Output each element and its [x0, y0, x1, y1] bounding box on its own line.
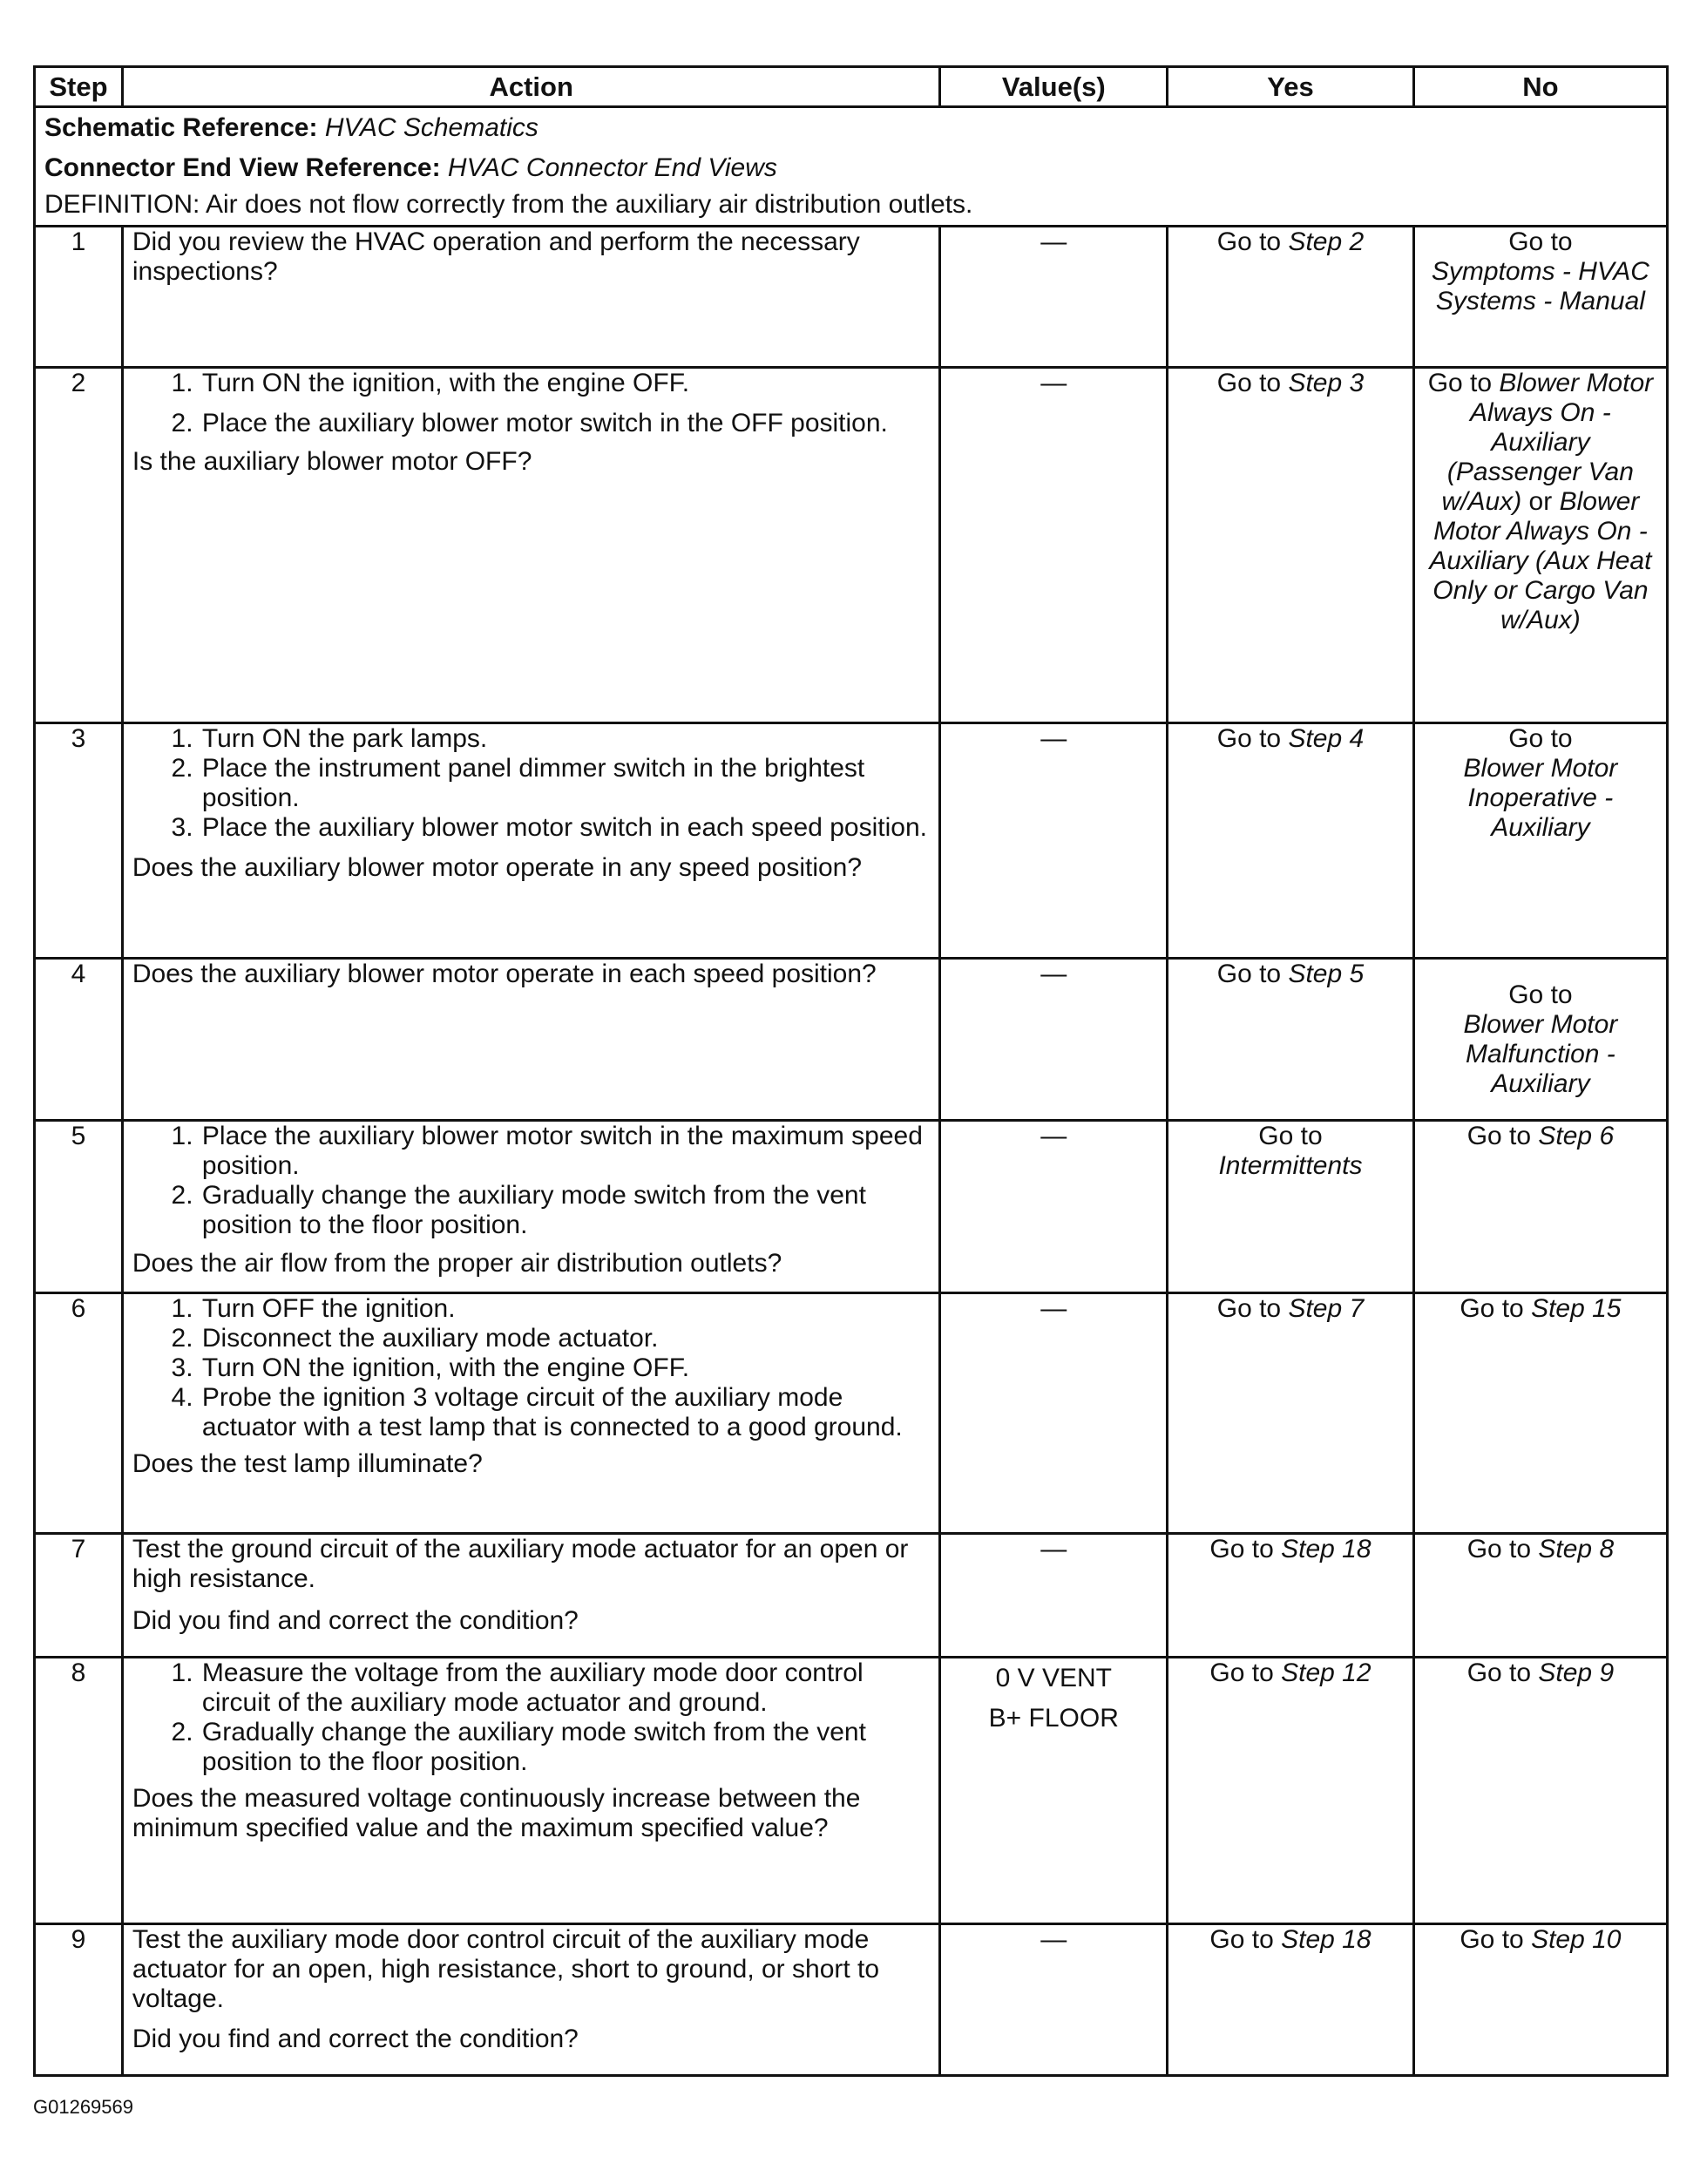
table-row — [35, 1534, 1668, 1658]
table-row — [35, 1658, 1668, 1924]
procedure-list — [132, 1658, 931, 1777]
step-link[interactable]: Step 2 — [1288, 227, 1365, 256]
value-cell: — — [940, 723, 1168, 959]
no-cell: Go to Step 15 — [1413, 1293, 1667, 1534]
list-item: 2. Gradually change the auxiliary mode switch from the vent position to the floor position. — [200, 1181, 931, 1240]
list-item: 1. Turn OFF the ignition. — [200, 1294, 931, 1324]
yes-cell: Go to Step 18 — [1168, 1924, 1414, 2076]
procedure-list — [132, 1294, 931, 1442]
yes-cell: Go to Step 2 — [1168, 227, 1414, 368]
action-cell — [122, 723, 940, 959]
no-cell: Go to Step 9 — [1413, 1658, 1667, 1924]
header-no: No — [1413, 67, 1667, 107]
step-link[interactable]: Step 12 — [1281, 1658, 1372, 1687]
instruction: Test the auxiliary mode door control circuit of the auxiliary mode actuator for an open, high resistance, short to ground, or short to voltage. — [132, 1925, 880, 2013]
procedure-link[interactable]: Blower Motor Inoperative - Auxiliary — [1463, 754, 1618, 842]
table-row — [35, 959, 1668, 1121]
value-max: B+ FLOOR — [988, 1704, 1119, 1733]
list-item: 1. Turn ON the park lamps. — [200, 724, 931, 754]
action-cell — [122, 1534, 940, 1658]
table-row — [35, 368, 1668, 723]
step-number: 1 — [35, 227, 123, 368]
value-cell: — — [940, 368, 1168, 723]
no-cell: Go to Blower Motor Malfunction - Auxiliary — [1413, 959, 1667, 1121]
step-number: 9 — [35, 1924, 123, 2076]
step-number: 7 — [35, 1534, 123, 1658]
figure-reference: G01269569 — [33, 2096, 133, 2118]
no-cell: Go to Symptoms - HVAC Systems - Manual — [1413, 227, 1667, 368]
header-row — [35, 67, 1668, 107]
question: Does the auxiliary blower motor operate in each speed position? — [132, 960, 877, 988]
action-cell — [122, 368, 940, 723]
list-item: 1. Place the auxiliary blower motor switch in the maximum speed position. — [200, 1122, 931, 1181]
header-values: Value(s) — [940, 67, 1168, 107]
step-link[interactable]: Step 5 — [1288, 960, 1365, 988]
list-item: 1. Measure the voltage from the auxiliary mode door control circuit of the auxiliary mode actuator and ground. — [200, 1658, 931, 1718]
action-cell — [122, 1293, 940, 1534]
yes-cell: Go to Step 7 — [1168, 1293, 1414, 1534]
value-cell: — — [940, 1534, 1168, 1658]
step-number: 4 — [35, 959, 123, 1121]
step-link[interactable]: Step 9 — [1538, 1658, 1615, 1687]
question: Does the test lamp illuminate? — [132, 1449, 483, 1478]
value-cell: — — [940, 227, 1168, 368]
table-row — [35, 1924, 1668, 2076]
step-link[interactable]: Step 8 — [1538, 1535, 1615, 1563]
procedure-link[interactable]: Blower Motor Always On - Auxiliary (Passenger Van w/Aux) — [1441, 369, 1654, 516]
list-item: 2. Place the instrument panel dimmer switch in the brightest position. — [200, 754, 931, 813]
list-item: 4. Probe the ignition 3 voltage circuit of the auxiliary mode actuator with a test lamp that is connected to a good ground. — [200, 1383, 931, 1442]
question: Did you find and correct the condition? — [132, 1606, 579, 1635]
step-link[interactable]: Step 10 — [1531, 1925, 1622, 1954]
yes-cell: Go to Step 4 — [1168, 723, 1414, 959]
schematic-reference: Schematic Reference: HVAC Schematics — [44, 113, 538, 142]
yes-cell: Go to Step 3 — [1168, 368, 1414, 723]
question: Does the air flow from the proper air distribution outlets? — [132, 1249, 782, 1278]
action-cell — [122, 1121, 940, 1293]
step-number: 2 — [35, 368, 123, 723]
yes-cell: Go to Step 5 — [1168, 959, 1414, 1121]
value-cell: — — [940, 1121, 1168, 1293]
yes-cell: Go to Intermittents — [1168, 1121, 1414, 1293]
info-cell — [35, 107, 1668, 227]
question: Did you find and correct the condition? — [132, 2025, 579, 2053]
connector-reference: Connector End View Reference: HVAC Connector End Views — [44, 153, 777, 182]
step-link[interactable]: Step 18 — [1281, 1925, 1372, 1954]
table-row — [35, 1293, 1668, 1534]
header-step: Step — [35, 67, 123, 107]
step-link[interactable]: Step 4 — [1288, 724, 1365, 753]
value-min: 0 V VENT — [995, 1664, 1112, 1692]
step-link[interactable]: Step 18 — [1281, 1535, 1372, 1563]
action-cell — [122, 1924, 940, 2076]
no-cell: Go to Step 8 — [1413, 1534, 1667, 1658]
step-link[interactable]: Step 6 — [1538, 1122, 1615, 1150]
no-cell: Go to Blower Motor Inoperative - Auxiliary — [1413, 723, 1667, 959]
table-row — [35, 1121, 1668, 1293]
question: Is the auxiliary blower motor OFF? — [132, 447, 532, 476]
no-cell: Go to Blower Motor Always On - Auxiliary (Passenger Van w/Aux) or Blower Motor Always On - Auxiliary (Aux Heat Only or Cargo Van w/Aux) — [1413, 368, 1667, 723]
yes-cell: Go to Step 18 — [1168, 1534, 1414, 1658]
diagnostic-table — [33, 65, 1669, 2077]
list-item: 2. Disconnect the auxiliary mode actuator. — [200, 1324, 931, 1353]
definition: DEFINITION: Air does not flow correctly from the auxiliary air distribution outlets. — [44, 190, 973, 219]
no-cell: Go to Step 10 — [1413, 1924, 1667, 2076]
list-item: 2. Gradually change the auxiliary mode switch from the vent position to the floor position. — [200, 1718, 931, 1777]
procedure-link[interactable]: Symptoms - HVAC Systems - Manual — [1431, 257, 1649, 315]
step-link[interactable]: Step 7 — [1288, 1294, 1365, 1323]
no-cell: Go to Step 6 — [1413, 1121, 1667, 1293]
table-row — [35, 723, 1668, 959]
value-cell — [940, 1658, 1168, 1924]
procedure-list — [132, 369, 931, 438]
yes-cell: Go to Step 12 — [1168, 1658, 1414, 1924]
info-row — [35, 107, 1668, 227]
action-cell — [122, 227, 940, 368]
step-link[interactable]: Step 15 — [1531, 1294, 1622, 1323]
procedure-link[interactable]: Intermittents — [1218, 1151, 1363, 1180]
value-cell: — — [940, 959, 1168, 1121]
question: Does the auxiliary blower motor operate in any speed position? — [132, 853, 863, 882]
step-number: 3 — [35, 723, 123, 959]
question: Did you review the HVAC operation and perform the necessary inspections? — [132, 227, 860, 286]
procedure-list — [132, 724, 931, 843]
header-action: Action — [122, 67, 940, 107]
list-item: 1. Turn ON the ignition, with the engine OFF. — [200, 369, 931, 398]
value-cell: — — [940, 1293, 1168, 1534]
question: Does the measured voltage continuously increase between the minimum specified value and the maximum specified value? — [132, 1784, 861, 1842]
list-item: 3. Turn ON the ignition, with the engine OFF. — [200, 1353, 931, 1383]
procedure-link[interactable]: Blower Motor Always On - Auxiliary (Aux Heat Only or Cargo Van w/Aux) — [1429, 487, 1652, 634]
step-number: 8 — [35, 1658, 123, 1924]
procedure-link[interactable]: Blower Motor Malfunction - Auxiliary — [1463, 1009, 1618, 1098]
step-number: 5 — [35, 1121, 123, 1293]
action-cell — [122, 1658, 940, 1924]
header-yes: Yes — [1168, 67, 1414, 107]
step-link[interactable]: Step 3 — [1288, 369, 1365, 397]
value-cell: — — [940, 1924, 1168, 2076]
list-item: 3. Place the auxiliary blower motor switch in each speed position. — [200, 813, 931, 843]
list-item: 2. Place the auxiliary blower motor switch in the OFF position. — [200, 409, 931, 438]
table-row — [35, 227, 1668, 368]
procedure-list — [132, 1122, 931, 1240]
step-number: 6 — [35, 1293, 123, 1534]
action-cell — [122, 959, 940, 1121]
instruction: Test the ground circuit of the auxiliary mode actuator for an open or high resistance. — [132, 1535, 909, 1593]
